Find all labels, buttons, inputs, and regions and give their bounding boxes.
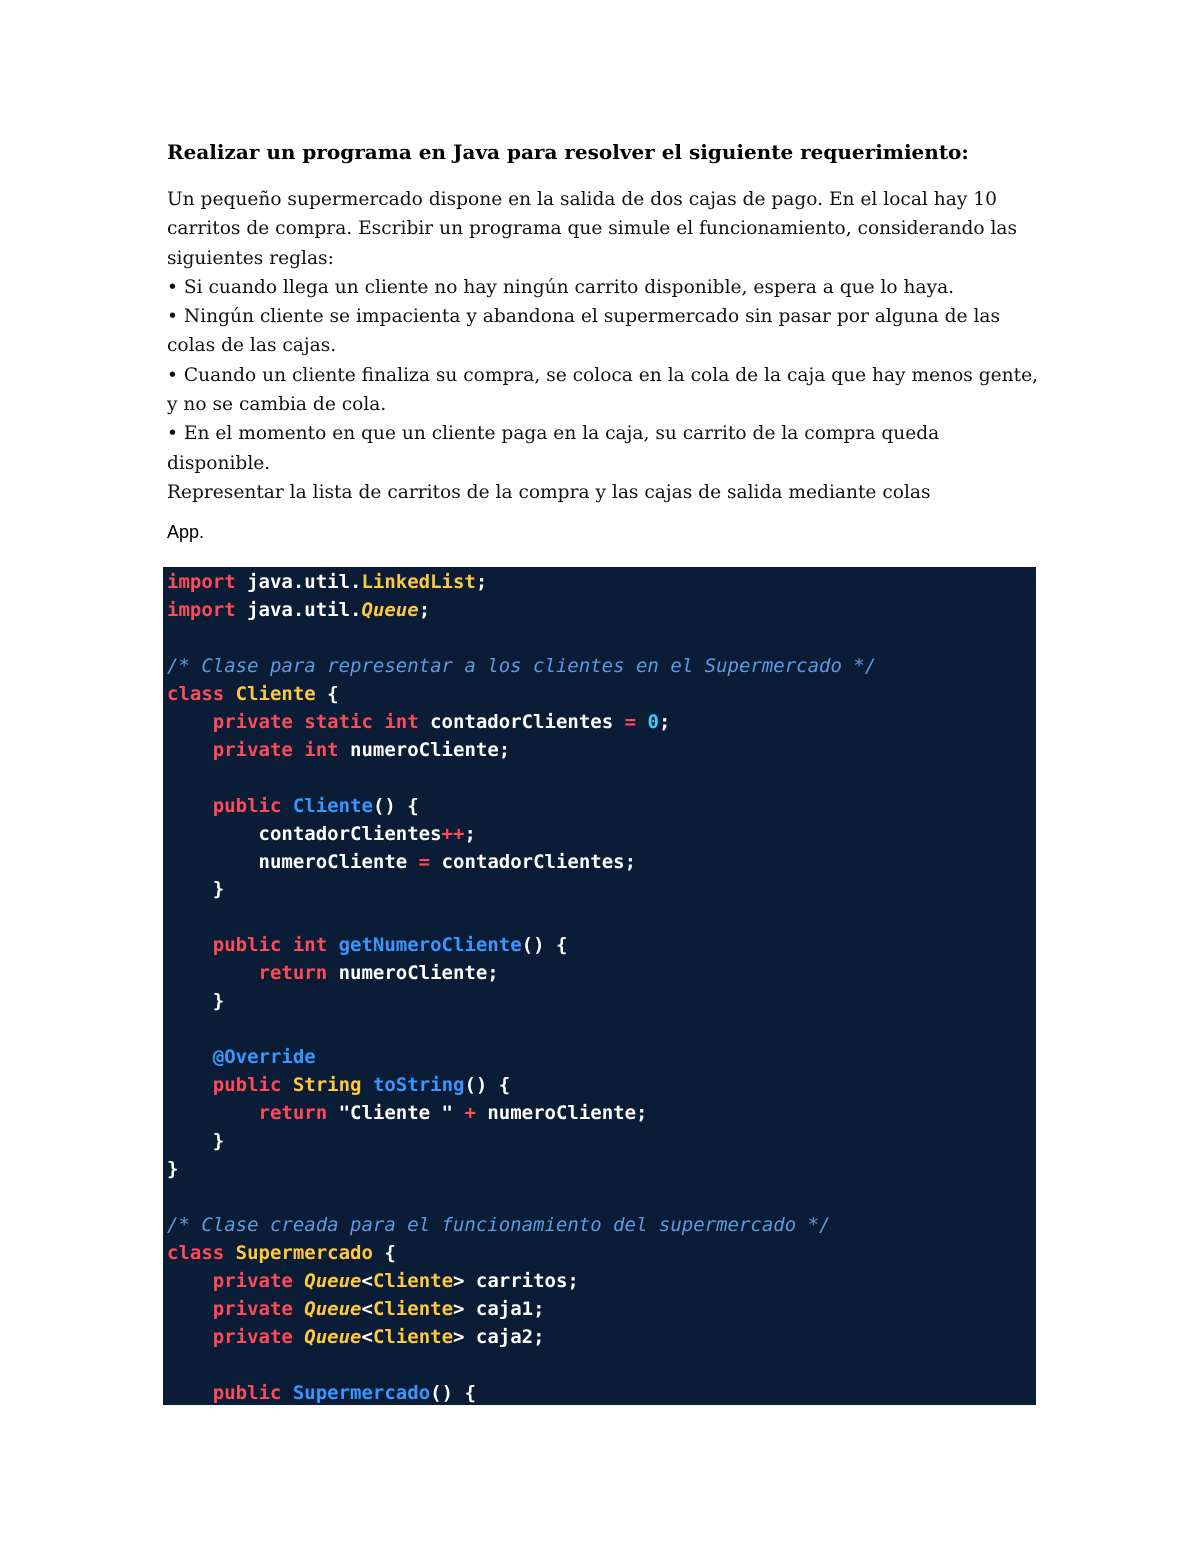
paragraph-line: colas de las cajas. (167, 335, 337, 357)
code-token: @Override (212, 1046, 316, 1069)
code-line (167, 1184, 1036, 1212)
code-token: private static int (212, 710, 419, 733)
code-line (167, 988, 1036, 1016)
code-line (167, 653, 1036, 681)
code-token (167, 1102, 259, 1124)
code-token: /* Clase para representar a los clientes en el Supermercado */ (167, 654, 877, 677)
code-token: = (624, 710, 637, 733)
paragraph-line: disponible. (167, 452, 271, 474)
code-token: Queue (304, 1325, 362, 1348)
code-token: public (212, 794, 282, 817)
code-token (362, 1074, 373, 1096)
code-token: contadorClientes; (430, 850, 637, 873)
code-block (163, 567, 1036, 1405)
code-line (167, 1072, 1036, 1100)
code-token: public (212, 1381, 282, 1404)
code-token: } (167, 990, 225, 1013)
code-token: "Cliente " (338, 1102, 453, 1125)
code-line (167, 904, 1036, 932)
code-token (281, 795, 292, 817)
code-token: < (361, 1297, 373, 1320)
code-token (327, 1102, 338, 1124)
code-token: ++ (441, 822, 465, 845)
paragraph-line: Un pequeño supermercado dispone en la salida de dos cajas de pago. En el local hay 10 (167, 189, 997, 210)
code-line (167, 1044, 1036, 1072)
code-token: import (167, 571, 236, 593)
code-token: Supermercado (235, 1241, 373, 1264)
code-token (167, 1298, 213, 1320)
code-token: = (418, 850, 431, 873)
code-line (167, 737, 1036, 765)
document-heading: Realizar un programa en Java para resolver el siguiente requerimiento: (167, 140, 969, 164)
code-token (224, 683, 235, 705)
code-token (167, 1046, 213, 1068)
code-token (281, 1074, 292, 1096)
code-line (167, 1296, 1036, 1324)
code-token: ; (658, 710, 671, 733)
code-token: Cliente (372, 1297, 454, 1320)
code-line (167, 625, 1036, 653)
code-token: } (167, 1158, 179, 1181)
code-token (167, 1270, 213, 1292)
paragraph-line: • Ningún cliente se impacienta y abandona el supermercado sin pasar por alguna de las (167, 306, 1001, 328)
code-token: 0 (647, 710, 659, 733)
code-token: > caja1; (453, 1297, 545, 1320)
code-token: getNumeroCliente (338, 934, 522, 957)
code-token: private (212, 1297, 293, 1320)
code-token (293, 1270, 304, 1292)
code-token (453, 1102, 464, 1124)
code-line (167, 1016, 1036, 1044)
code-token: Queue (361, 598, 419, 621)
code-token (224, 1242, 235, 1264)
code-line (167, 765, 1036, 793)
code-token: } (167, 878, 225, 901)
code-line (167, 849, 1036, 877)
code-token: java.util. (235, 598, 362, 621)
code-token: () { (464, 1074, 511, 1097)
code-token: ; (464, 822, 476, 845)
code-token: Cliente (372, 1269, 454, 1292)
code-token: < (361, 1325, 373, 1348)
code-token: Cliente (372, 1325, 454, 1348)
code-token: numeroCliente; (475, 1102, 648, 1125)
code-token: < (361, 1269, 373, 1292)
code-token (167, 1074, 213, 1096)
code-line (167, 597, 1036, 625)
code-token: Queue (304, 1269, 362, 1292)
code-token: String (292, 1074, 362, 1097)
code-token: return (258, 962, 328, 985)
paragraph-line: • Cuando un cliente finaliza su compra, se coloca en la cola de la caja que hay menos gente, (167, 364, 1039, 386)
code-token: private (212, 1269, 293, 1292)
code-token: public int (212, 934, 328, 957)
code-line (167, 1268, 1036, 1296)
code-line (167, 1156, 1036, 1184)
code-line (167, 1352, 1036, 1380)
code-token: numeroCliente (167, 850, 419, 873)
code-token: LinkedList (361, 571, 476, 593)
paragraph-line: • En el momento en que un cliente paga en la caja, su carrito de la compra queda (167, 423, 940, 445)
paragraph-line: • Si cuando llega un cliente no hay ningún carrito disponible, espera a que lo haya. (167, 276, 955, 298)
code-token: { (315, 682, 339, 705)
code-line (167, 876, 1036, 904)
code-token: numeroCliente; (338, 738, 511, 761)
code-line (167, 1240, 1036, 1268)
code-token: () { (430, 1381, 476, 1404)
code-line (167, 1324, 1036, 1352)
code-token: numeroCliente; (327, 962, 499, 985)
code-token: private int (212, 738, 339, 761)
code-token (167, 711, 213, 733)
code-token: contadorClientes (167, 822, 442, 845)
code-line (167, 932, 1036, 960)
code-line (167, 569, 1036, 597)
code-token (167, 739, 213, 761)
code-line (167, 960, 1036, 988)
code-token: > carritos; (453, 1269, 579, 1292)
paragraph-line: Representar la lista de carritos de la compra y las cajas de salida mediante colas (167, 481, 931, 503)
code-token: ; (418, 598, 431, 621)
paragraph-line: y no se cambia de cola. (167, 394, 387, 416)
code-token: () { (372, 794, 419, 817)
app-label: App. (167, 522, 205, 542)
requirements-paragraph (167, 185, 1047, 507)
code-token (293, 1326, 304, 1348)
code-token (636, 711, 647, 733)
code-token (281, 1382, 292, 1404)
code-token (167, 934, 213, 956)
paragraph-line: carritos de compra. Escribir un programa que simule el funcionamiento, considerando las (167, 218, 1018, 240)
code-token: contadorClientes (418, 710, 625, 733)
code-token: { (372, 1241, 396, 1264)
code-line (167, 1128, 1036, 1156)
code-line (167, 821, 1036, 849)
code-token (167, 1326, 213, 1348)
code-token (167, 962, 259, 984)
code-token (167, 795, 213, 817)
code-token: > caja2; (453, 1325, 545, 1348)
code-token: toString (372, 1074, 465, 1097)
code-line (167, 681, 1036, 709)
code-token: import (167, 598, 236, 621)
code-line (167, 1212, 1036, 1240)
code-line (167, 1100, 1036, 1128)
java-source-code (167, 569, 1036, 1405)
code-token: () { (521, 934, 568, 957)
code-token (293, 1298, 304, 1320)
code-token: } (167, 1130, 225, 1153)
code-token: private (212, 1325, 293, 1348)
code-token: Supermercado (292, 1381, 431, 1404)
code-token (327, 934, 338, 956)
code-token: + (464, 1102, 476, 1125)
code-token: public (212, 1074, 282, 1097)
code-line (167, 709, 1036, 737)
code-token: return (258, 1102, 328, 1125)
code-token: java.util. (235, 571, 362, 593)
code-token: class (167, 1241, 225, 1264)
code-token: Cliente (235, 682, 316, 705)
code-token: /* Clase creada para el funcionamiento del supermercado */ (167, 1213, 831, 1236)
code-line (167, 1380, 1036, 1405)
code-token: class (167, 682, 225, 705)
code-token: Queue (304, 1297, 362, 1320)
code-token: Cliente (292, 794, 373, 817)
code-token: ; (475, 571, 488, 593)
code-line (167, 793, 1036, 821)
paragraph-line: siguientes reglas: (167, 247, 334, 269)
code-token (167, 1382, 213, 1404)
